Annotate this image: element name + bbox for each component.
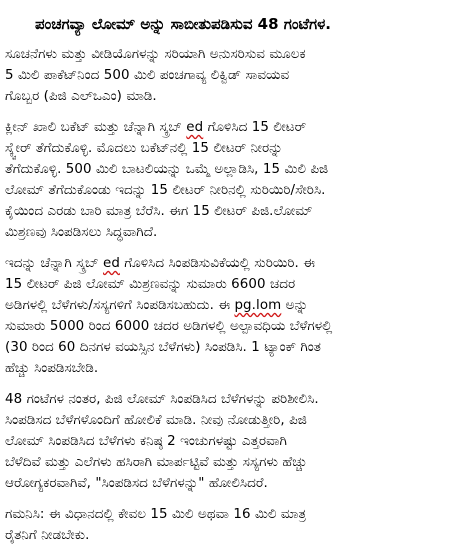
text-line: 5 ಮಿಲಿ ಪಾಕೆಟ್‌ನಿಂದ 500 ಮಿಲಿ ಪಂಚಗಾವ್ಯ ಲಿಕ್ವಿಡ್ ಸಾವಯವ — [5, 68, 290, 83]
paragraph-note — [5, 504, 444, 546]
spellcheck-flagged-word: pg.lom — [234, 298, 282, 313]
text-line: ಸಿಂಪಡಿಸದ ಬೆಳೆಗಳೊಂದಿಗೆ ಹೋಲಿಕೆ ಮಾಡಿ. ನೀವು ನೋಡುತ್ತೀರಿ, ಪಿಜಿ — [5, 413, 307, 428]
text-line: ಸ್ಕ್ವೇರ್ ತೆಗೆದುಕೊಳ್ಳಿ. ಮೊದಲು ಬಕೆಟ್‌ನಲ್ಲಿ 15 ಲೀಟರ್ ನೀರನ್ನು — [5, 141, 283, 156]
text-line: ಗೊಬ್ಬರ (ಪಿಜಿ ಎಲ್‌ಒಎಂ) ಮಾಡಿ. — [5, 89, 157, 104]
text-line: ಕೈಯಿಂದ ಎರಡು ಬಾರಿ ಮಾತ್ರ ಬೆರೆಸಿ. ಈಗ 15 ಲೀಟರ್ ಪಿಜಿ.ಲೋಮ್ — [5, 204, 313, 219]
spellcheck-flagged-word: ed — [186, 120, 204, 135]
text-line: 15 ಲೀಟರ್ ಪಿಜಿ ಲೋಮ್ ಮಿಶ್ರಣವನ್ನು ಸುಮಾರು 6600 ಚದರ — [5, 277, 296, 292]
text-line: ಆರೋಗ್ಯಕರವಾಗಿವೆ, "ಸಿಂಪಡಿಸದ ಬೆಳೆಗಳನ್ನು" ಹೋಲಿಸಿದರೆ. — [5, 476, 268, 491]
text-line: ತೆಗೆದುಕೊಳ್ಳಿ. 500 ಮಿಲಿ ಬಾಟಲಿಯನ್ನು ಒಮ್ಮೆ ಅಲ್ಲಾಡಿಸಿ, 15 ಮಿಲಿ ಪಿಜಿ — [5, 162, 329, 177]
paragraph-results — [5, 389, 444, 494]
text-line: (30 ರಿಂದ 60 ದಿನಗಳ ವಯಸ್ಸಿನ ಬೆಳೆಗಳು) ಸಿಂಪಡಿಸಿ. 1 ಟ್ಯಾಂಕ್ ಗಿಂತ — [5, 340, 321, 355]
text-line: 48 ಗಂಟೆಗಳ ನಂತರ, ಪಿಜಿ ಲೋಮ್ ಸಿಂಪಡಿಸಿದ ಬೆಳೆಗಳನ್ನು ಪರಿಶೀಲಿಸಿ. — [5, 392, 319, 407]
text-line — [5, 117, 444, 138]
paragraph-instructions-intro — [5, 44, 444, 107]
text-line: ರೈತನಿಗೆ ನೀಡಬೇಕು. — [5, 528, 90, 543]
text-line: ಅಡಿಗಳಲ್ಲಿ ಬೆಳೆಗಳು/ಸಸ್ಯಗಳಿಗೆ ಸಿಂಪಡಿಸಬಹುದು. ಈ pg.lom ಅನ್ನು — [5, 298, 309, 313]
text-line: ಲೋಮ್ ಸಿಂಪಡಿಸಿದ ಬೆಳೆಗಳು ಕನಿಷ್ಠ 2 ಇಂಚುಗಳಷ್ಟು ಎತ್ತರವಾಗಿ — [5, 434, 287, 449]
text-line: ಗಮನಿಸಿ: ಈ ವಿಧಾನದಲ್ಲಿ ಕೇವಲ 15 ಮಿಲಿ ಅಥವಾ 16 ಮಿಲಿ ಮಾತ್ರ — [5, 507, 307, 522]
paragraph-mixing-steps — [5, 117, 444, 243]
text-segment: ಕ್ಲೀನ್ ಖಾಲಿ ಬಕೆಟ್ ಮತ್ತು ಚೆನ್ನಾಗಿ ಸ್ಕ್ರಬ್ ed ಗೊಳಿಸಿದ 15 ಲೀಟರ್ — [5, 120, 307, 135]
paragraph-spraying — [5, 253, 444, 379]
spellcheck-flagged-word: ed — [103, 256, 120, 271]
text-line: ಸೂಚನೆಗಳು ಮತ್ತು ವೀಡಿಯೊಗಳನ್ನು ಸರಿಯಾಗಿ ಅನುಸರಿಸುವ ಮೂಲಕ — [5, 47, 306, 62]
text-line: ಇದನ್ನು ಚೆನ್ನಾಗಿ ಸ್ಕ್ರಬ್ ed ಗೊಳಿಸಿದ ಸಿಂಪಡಿಸುವಿಕೆಯಲ್ಲಿ ಸುರಿಯಿರಿ. ಈ — [5, 256, 315, 271]
text-line: ಬೆಳೆದಿವೆ ಮತ್ತು ಎಲೆಗಳು ಹಸಿರಾಗಿ ಮಾರ್ಪಟ್ಟಿವೆ ಮತ್ತು ಸಸ್ಯಗಳು ಹೆಚ್ಚು — [5, 455, 308, 470]
text-line: ಮಿಶ್ರಣವು ಸಿಂಪಡಿಸಲು ಸಿದ್ಧವಾಗಿದೆ. — [5, 225, 158, 240]
text-line: ಹೆಚ್ಚು ಸಿಂಪಡಿಸಬೇಡಿ. — [5, 361, 99, 376]
document-title: ಪಂಚಗವ್ಯಾ ಲೋಮ್ ಅನ್ನು ಸಾಬೀತುಪಡಿಸುವ 48 ಗಂಟೆಗಳ. — [35, 15, 331, 33]
text-line: ಲೋಮ್ ತೆಗೆದುಕೊಂಡು ಇದನ್ನು 15 ಲೀಟರ್ ನೀರಿನಲ್ಲಿ ಸುರಿಯಿರಿ/ಸೇರಿಸಿ. — [5, 183, 326, 198]
text-line: ಸುಮಾರು 5000 ರಿಂದ 6000 ಚದರ ಅಡಿಗಳಲ್ಲಿ ಅಲ್ಪಾವಧಿಯ ಬೆಳೆಗಳಲ್ಲಿ — [5, 319, 333, 334]
